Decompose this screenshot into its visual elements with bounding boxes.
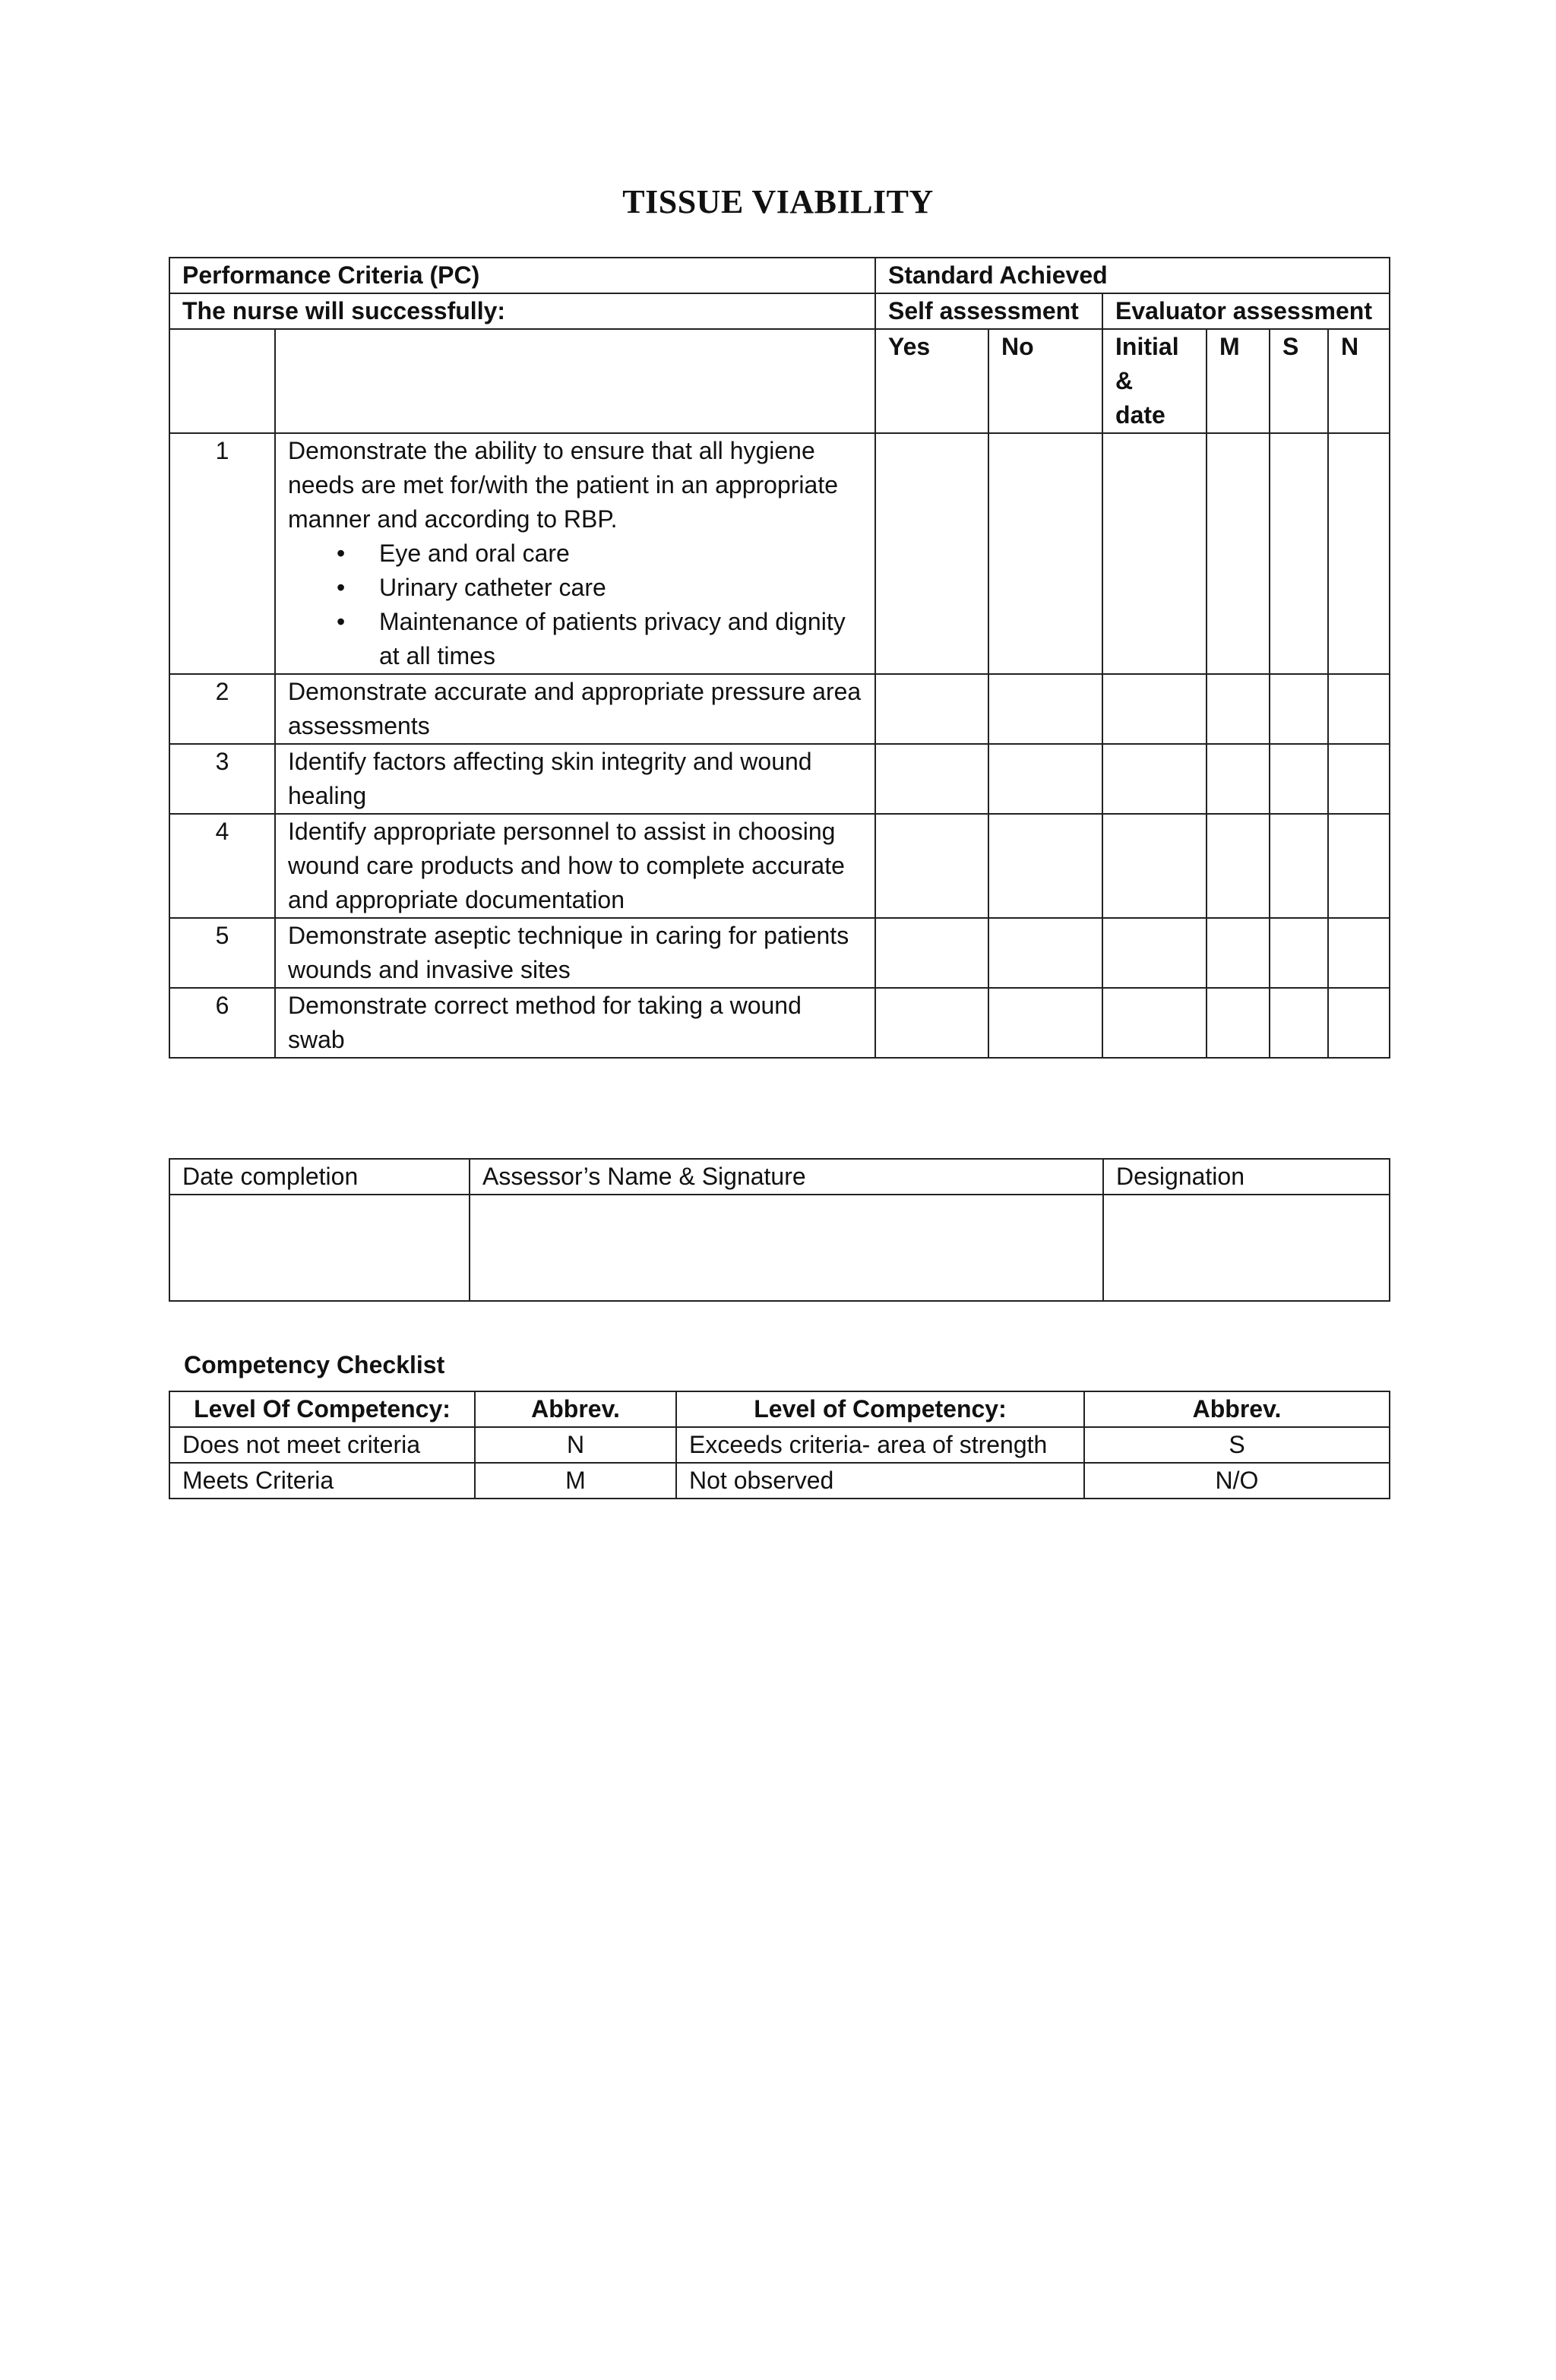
performance-criteria-table [169,257,1390,1059]
abbrev-header: Abbrev. [1084,1391,1390,1427]
nurse-will-header: The nurse will successfully: [169,293,875,329]
empty-cell [169,329,275,433]
bullet-item: • Eye and oral care [288,536,862,571]
abbrev-text: N [475,1427,676,1463]
signature-entry-row [169,1195,1390,1301]
criteria-row [169,744,1390,814]
initial-date-cell[interactable] [1102,918,1207,988]
initial-date-cell[interactable] [1102,433,1207,674]
criteria-text: Demonstrate the ability to ensure that all hygiene needs are met for/with the patient in an appropriate manner and according to RBP. [288,437,838,533]
m-cell[interactable] [1207,744,1270,814]
yes-cell[interactable] [875,433,988,674]
no-cell[interactable] [988,674,1102,744]
signature-table [169,1158,1390,1302]
level-text: Exceeds criteria- area of strength [676,1427,1084,1463]
initial-date-cell[interactable] [1102,814,1207,918]
competency-legend-table [169,1391,1390,1499]
criteria-text: Demonstrate aseptic technique in caring for patients wounds and invasive sites [275,918,875,988]
s-cell[interactable] [1270,674,1328,744]
criteria-row [169,433,1390,674]
designation-field[interactable] [1103,1195,1390,1301]
m-cell[interactable] [1207,674,1270,744]
header-row-3 [169,329,1390,433]
performance-criteria-header: Performance Criteria (PC) [169,258,875,293]
competency-checklist-heading: Competency Checklist [184,1351,445,1378]
criteria-bullet-list [288,536,862,673]
legend-row [169,1463,1390,1499]
no-cell[interactable] [988,744,1102,814]
legend-row [169,1427,1390,1463]
empty-cell [275,329,875,433]
m-cell[interactable] [1207,988,1270,1058]
s-cell[interactable] [1270,988,1328,1058]
initial-date-cell[interactable] [1102,988,1207,1058]
yes-header: Yes [875,329,988,433]
level-text: Does not meet criteria [169,1427,475,1463]
n-cell[interactable] [1328,918,1390,988]
no-cell[interactable] [988,988,1102,1058]
date-completion-label: Date completion [169,1159,470,1195]
criteria-number: 2 [169,674,275,744]
criteria-row [169,814,1390,918]
date-completion-field[interactable] [169,1195,470,1301]
m-cell[interactable] [1207,814,1270,918]
criteria-text: Identify appropriate personnel to assist in choosing wound care products and how to complete accurate and appropriate documentation [275,814,875,918]
level-text: Not observed [676,1463,1084,1499]
initial-label: Initial [1115,333,1179,360]
no-cell[interactable] [988,918,1102,988]
criteria-text-cell [275,433,875,674]
criteria-row [169,674,1390,744]
criteria-text: Identify factors affecting skin integrity and wound healing [275,744,875,814]
standard-achieved-header: Standard Achieved [875,258,1390,293]
self-assessment-header: Self assessment [875,293,1102,329]
date-label: date [1115,401,1165,429]
level-header: Level Of Competency: [169,1391,475,1427]
criteria-text: Demonstrate accurate and appropriate pressure area assessments [275,674,875,744]
abbrev-header: Abbrev. [475,1391,676,1427]
no-cell[interactable] [988,814,1102,918]
ampersand-label: & [1115,367,1134,394]
assessor-label: Assessor’s Name & Signature [470,1159,1103,1195]
initial-date-cell[interactable] [1102,674,1207,744]
s-cell[interactable] [1270,918,1328,988]
s-cell[interactable] [1270,433,1328,674]
m-cell[interactable] [1207,433,1270,674]
n-cell[interactable] [1328,988,1390,1058]
signature-header-row [169,1159,1390,1195]
legend-header-row [169,1391,1390,1427]
criteria-number: 6 [169,988,275,1058]
evaluator-assessment-header: Evaluator assessment [1102,293,1390,329]
s-header: S [1270,329,1328,433]
header-row-2 [169,293,1390,329]
criteria-number: 3 [169,744,275,814]
abbrev-text: S [1084,1427,1390,1463]
criteria-text: Demonstrate correct method for taking a wound swab [275,988,875,1058]
criteria-row [169,988,1390,1058]
yes-cell[interactable] [875,918,988,988]
s-cell[interactable] [1270,814,1328,918]
n-cell[interactable] [1328,744,1390,814]
yes-cell[interactable] [875,744,988,814]
level-header: Level of Competency: [676,1391,1084,1427]
designation-label: Designation [1103,1159,1390,1195]
no-cell[interactable] [988,433,1102,674]
yes-cell[interactable] [875,988,988,1058]
bullet-item: • Maintenance of patients privacy and dignity at all times [288,605,862,673]
header-row-1 [169,258,1390,293]
n-cell[interactable] [1328,814,1390,918]
yes-cell[interactable] [875,814,988,918]
abbrev-text: M [475,1463,676,1499]
m-header: M [1207,329,1270,433]
criteria-row [169,918,1390,988]
level-text: Meets Criteria [169,1463,475,1499]
yes-cell[interactable] [875,674,988,744]
criteria-number: 4 [169,814,275,918]
n-cell[interactable] [1328,433,1390,674]
n-cell[interactable] [1328,674,1390,744]
assessor-signature-field[interactable] [470,1195,1103,1301]
criteria-number: 5 [169,918,275,988]
bullet-item: • Urinary catheter care [288,571,862,605]
m-cell[interactable] [1207,918,1270,988]
abbrev-text: N/O [1084,1463,1390,1499]
n-header: N [1328,329,1390,433]
no-header: No [988,329,1102,433]
s-cell[interactable] [1270,744,1328,814]
criteria-number: 1 [169,433,275,674]
initial-date-cell[interactable] [1102,744,1207,814]
initial-date-header [1102,329,1207,433]
page-title: TISSUE VIABILITY [622,183,934,220]
